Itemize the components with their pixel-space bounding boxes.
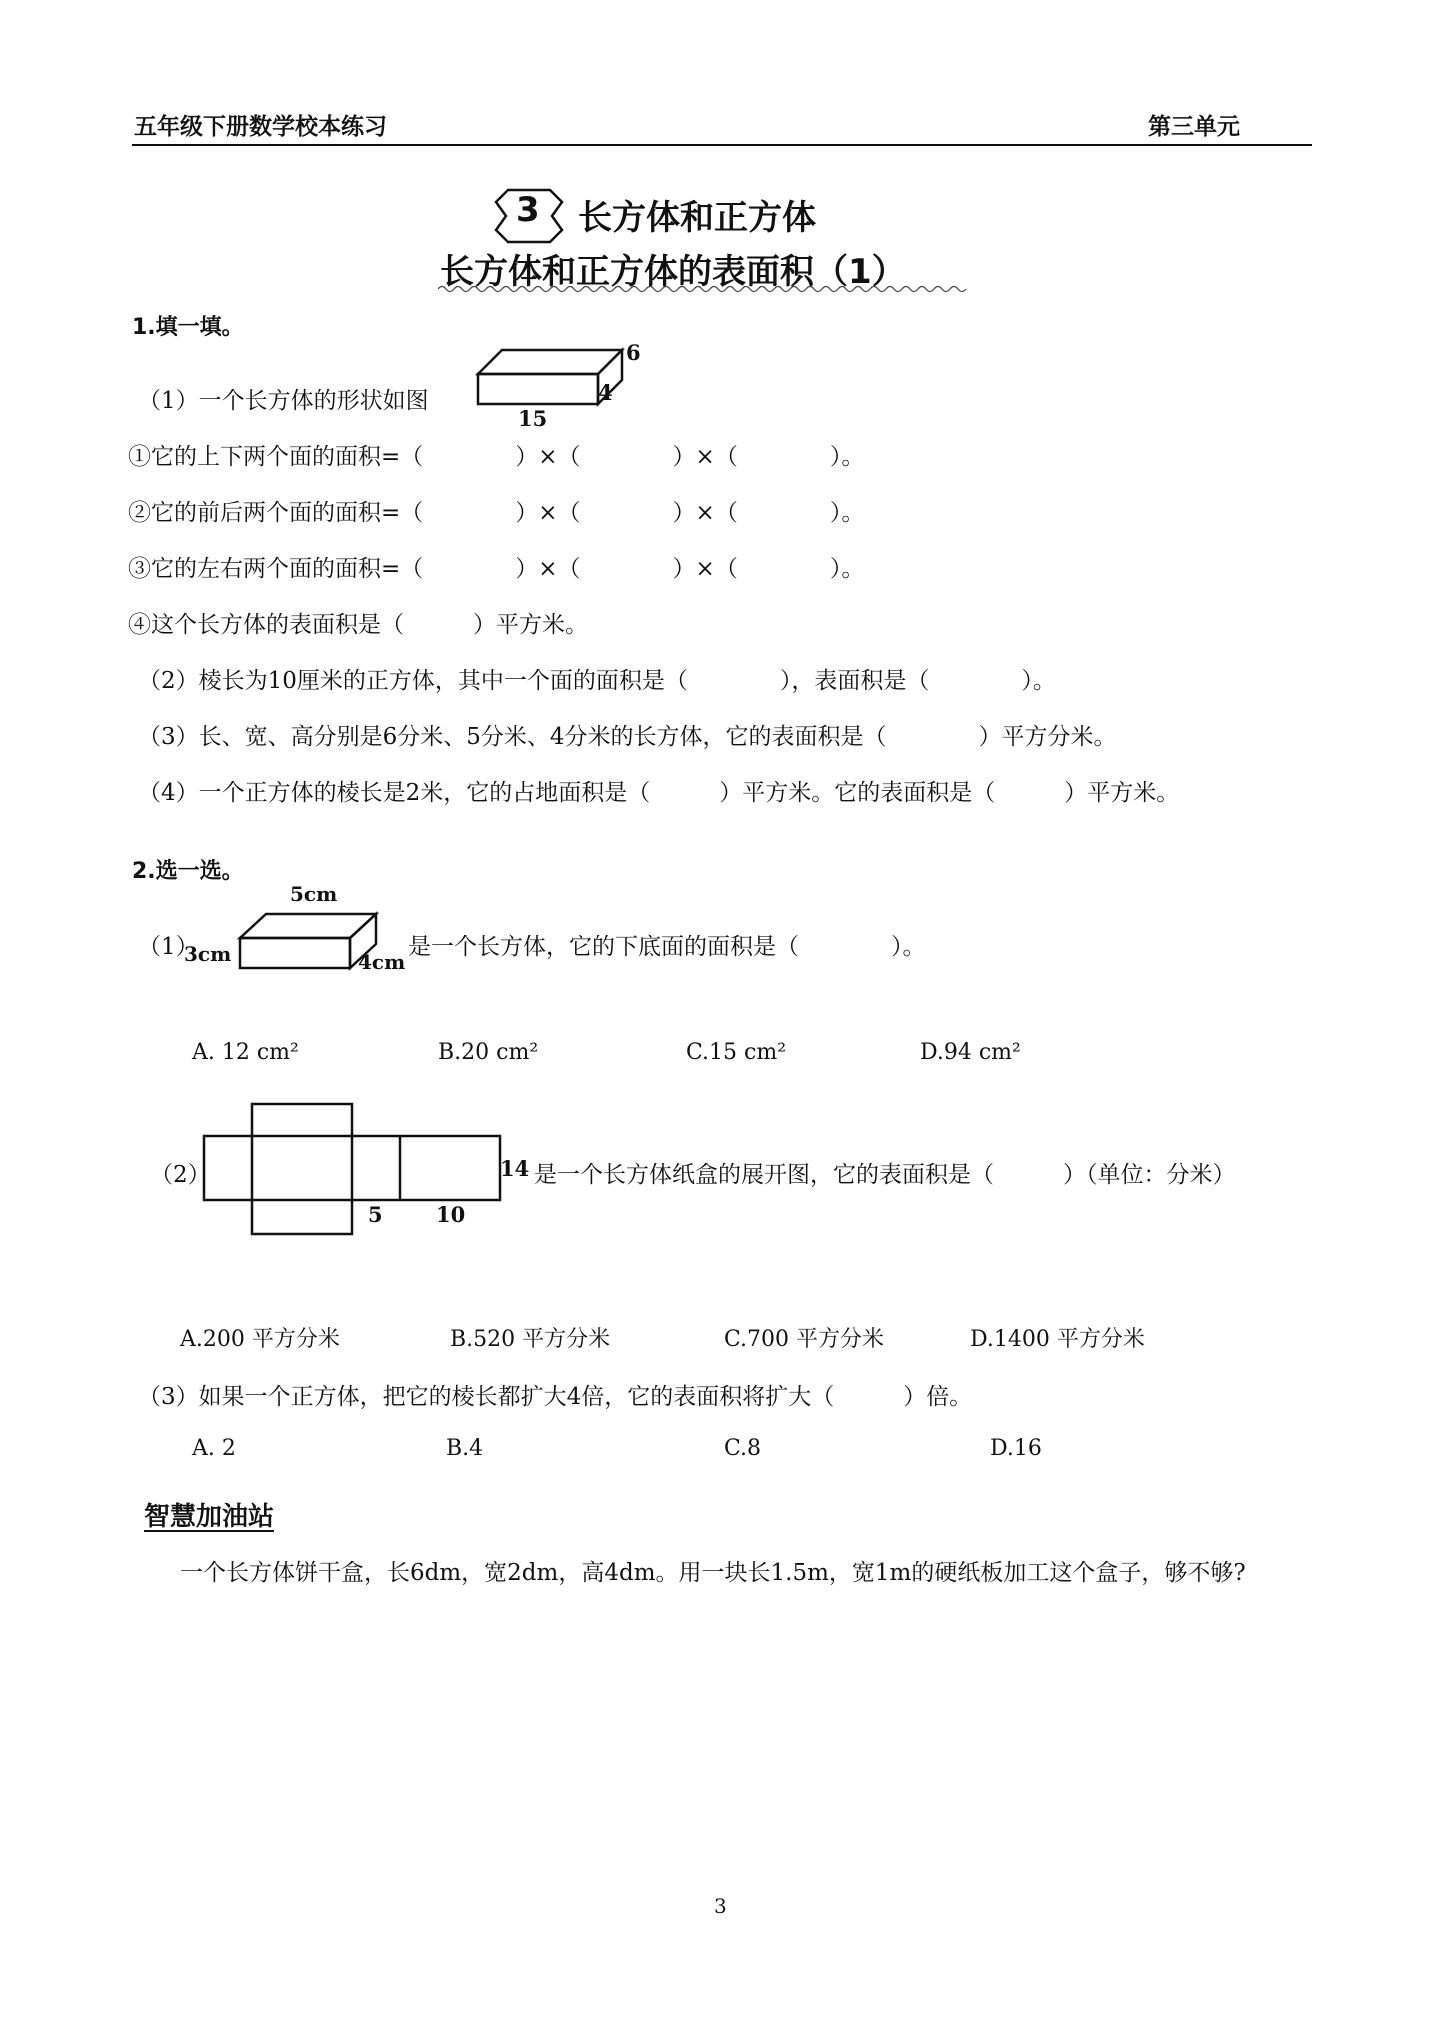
s1-q1-line-1: ①它的上下两个面的面积=（ ）×（ ）×（ ）。: [128, 444, 865, 470]
header-rule: [132, 144, 1312, 146]
fig3-height-label: 14: [500, 1156, 530, 1181]
s1-q4: （4）一个正方体的棱长是2米，它的占地面积是（ ）平方米。它的表面积是（ ）平方米。: [138, 780, 1180, 806]
s2-q1-option-a: A. 12 cm²: [192, 1040, 299, 1065]
fig3-label-5: 5: [368, 1202, 383, 1227]
page-number: 3: [714, 1894, 727, 1918]
header-left: 五年级下册数学校本练习: [134, 114, 387, 140]
unit-number: 3: [516, 190, 540, 230]
s2-q2-option-b: B.520 平方分米: [450, 1327, 611, 1352]
bonus-text: 一个长方体饼干盒，长6dm，宽2dm，高4dm。用一块长1.5m，宽1m的硬纸板加工这个盒子，够不够?: [180, 1560, 1246, 1586]
s2-q2-text: 是一个长方体纸盒的展开图，它的表面积是（ ）（单位：分米）: [534, 1162, 1236, 1188]
unit-title: 长方体和正方体: [578, 198, 816, 238]
s2-q3-option-d: D.16: [990, 1436, 1042, 1461]
s2-q3-option-a: A. 2: [192, 1436, 236, 1461]
s2-q3: （3）如果一个正方体，把它的棱长都扩大4倍，它的表面积将扩大（ ）倍。: [138, 1384, 973, 1410]
bonus-heading: 智慧加油站: [144, 1502, 275, 1532]
cuboid-figure-1: [470, 340, 650, 436]
s2-q2-prefix: （2）: [150, 1162, 211, 1188]
fig3-label-10: 10: [436, 1202, 466, 1227]
fig1-height-label: 6: [626, 340, 641, 365]
s1-q1-line-2: ②它的前后两个面的面积=（ ）×（ ）×（ ）。: [128, 500, 865, 526]
header-right: 第三单元: [1148, 114, 1240, 140]
s2-q1-option-b: B.20 cm²: [438, 1040, 539, 1065]
s2-q2-option-d: D.1400 平方分米: [970, 1327, 1145, 1352]
s2-q1-prefix: （1）: [138, 934, 199, 960]
s1-q1-line-3: ③它的左右两个面的面积=（ ）×（ ）×（ ）。: [128, 556, 865, 582]
section1-heading: 1.填一填。: [132, 315, 244, 340]
s2-q2-option-c: C.700 平方分米: [724, 1327, 885, 1352]
fig2-height-label: 3cm: [184, 942, 232, 966]
s1-q1-line-4: ④这个长方体的表面积是（ ）平方米。: [128, 612, 588, 638]
s2-q1-option-c: C.15 cm²: [686, 1040, 787, 1065]
s2-q2-option-a: A.200 平方分米: [180, 1327, 340, 1352]
fig1-width-label: 4: [598, 380, 613, 405]
s1-q3: （3）长、宽、高分别是6分米、5分米、4分米的长方体，它的表面积是（ ）平方分米。: [138, 724, 1117, 750]
section2-heading: 2.选一选。: [132, 859, 244, 884]
wavy-underline: [438, 284, 968, 294]
s2-q3-option-b: B.4: [446, 1436, 484, 1461]
s1-q2: （2）棱长为10厘米的正方体，其中一个面的面积是（ ），表面积是（ ）。: [138, 668, 1056, 694]
fig1-length-label: 15: [518, 406, 548, 431]
fig2-length-label: 5cm: [290, 882, 338, 906]
s2-q1-text: 是一个长方体，它的下底面的面积是（ ）。: [408, 934, 926, 960]
s2-q1-option-d: D.94 cm²: [920, 1040, 1021, 1065]
s1-q1-prompt: （1）一个长方体的形状如图: [138, 388, 429, 414]
s2-q3-option-c: C.8: [724, 1436, 762, 1461]
lesson-title: 长方体和正方体的表面积（1）: [440, 252, 906, 292]
fig2-width-label: 4cm: [358, 950, 406, 974]
